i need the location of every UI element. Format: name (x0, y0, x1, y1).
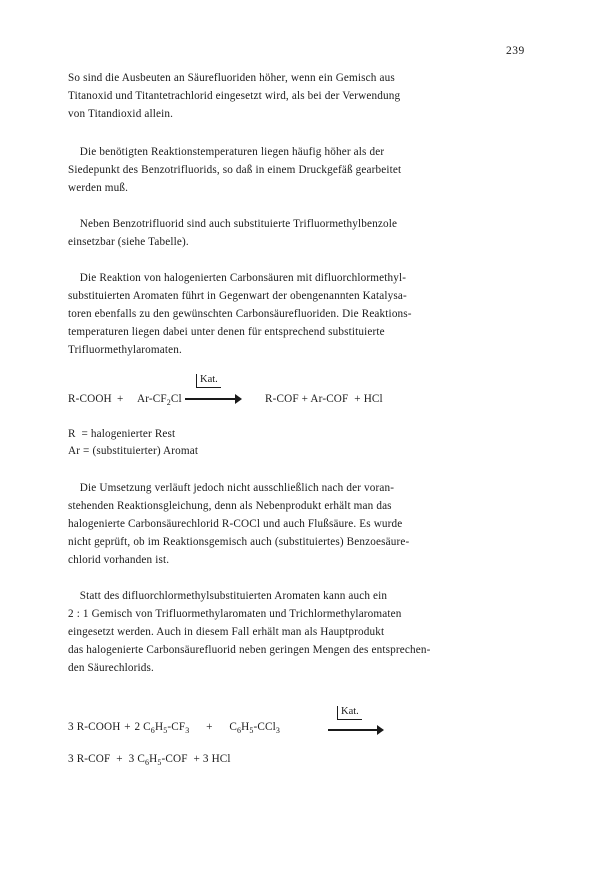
paragraph-line: Trifluormethylaromaten. (68, 344, 182, 356)
paragraph-line: 2 : 1 Gemisch von Trifluormethylaromaten und Trichlormethylaromaten (68, 608, 402, 620)
equation1-products: R-COF + Ar-COF + HCl (265, 393, 383, 405)
reaction-arrow-icon (328, 729, 379, 731)
paragraph-line: einsetzbar (siehe Tabelle). (68, 236, 189, 248)
paragraph-line: halogenierte Carbonsäurechlorid R-COCl und auch Flußsäure. Es wurde (68, 518, 403, 530)
paragraph-line: Siedepunkt des Benzotrifluorids, so daß in einem Druckgefäß gearbeitet (68, 164, 402, 176)
catalyst-label: Kat. (337, 706, 362, 720)
paragraph-line: chlorid vorhanden ist. (68, 554, 170, 566)
paragraph-line: eingesetzt werden. Auch in diesem Fall erhält man als Hauptprodukt (68, 626, 385, 638)
equation1-plus: + (117, 393, 124, 405)
page-number: 239 (506, 45, 525, 57)
paragraph-line: Neben Benzotrifluorid sind auch substituierte Trifluormethylbenzole (68, 218, 398, 230)
paragraph-line: das halogenierte Carbonsäurefluorid neben geringen Mengen des entsprechen- (68, 644, 431, 656)
equation2-line2: 3 R-COF + 3 $C_6H_5$-COF + 3 HCl (68, 753, 231, 767)
paragraph-line: von Titandioxid allein. (68, 108, 174, 120)
paragraph-line: temperaturen liegen dabei unter denen für entsprechend substituierte (68, 326, 385, 338)
paragraph-line: toren ebenfalls zu den gewünschten Carbonsäurefluoriden. Die Reaktions- (68, 308, 412, 320)
paragraph-line: den Säurechlorids. (68, 662, 154, 674)
paragraph-line: stehenden Reaktionsgleichung, denn als Nebenprodukt erhält man das (68, 500, 392, 512)
paragraph-line: Die Umsetzung verläuft jedoch nicht ausschließlich nach der voran- (68, 482, 395, 494)
equation1-reactant1: R-COOH (68, 393, 112, 405)
definition-line: R = halogenierter Rest (68, 428, 176, 440)
definition-line: Ar = (substituierter) Aromat (68, 445, 199, 457)
equation2-line1: 3 R-COOH + 2 $C_6H_5-CF_3 + C_6H_5-CCl_3$ (68, 721, 281, 735)
paragraph-line: So sind die Ausbeuten an Säurefluoriden höher, wenn ein Gemisch aus (68, 72, 395, 84)
equation1-reactant2: $Ar-CF_2Cl$ (137, 393, 182, 407)
paragraph-line: werden muß. (68, 182, 129, 194)
paragraph-line: substituierten Aromaten führt in Gegenwart der obengenannten Katalysa- (68, 290, 407, 302)
paragraph-line: nicht geprüft, ob im Reaktionsgemisch auch (substituiertes) Benzoesäure- (68, 536, 410, 548)
paragraph-line: Die benötigten Reaktionstemperaturen liegen häufig höher als der (68, 146, 385, 158)
paragraph-line: Die Reaktion von halogenierten Carbonsäuren mit difluorchlormethyl- (68, 272, 407, 284)
paragraph-line: Statt des difluorchlormethylsubstituierten Aromaten kann auch ein (68, 590, 388, 602)
reaction-arrow-icon (185, 398, 237, 400)
paragraph-line: Titanoxid und Titantetrachlorid eingesetzt wird, als bei der Verwendung (68, 90, 401, 102)
catalyst-label: Kat. (196, 374, 221, 388)
